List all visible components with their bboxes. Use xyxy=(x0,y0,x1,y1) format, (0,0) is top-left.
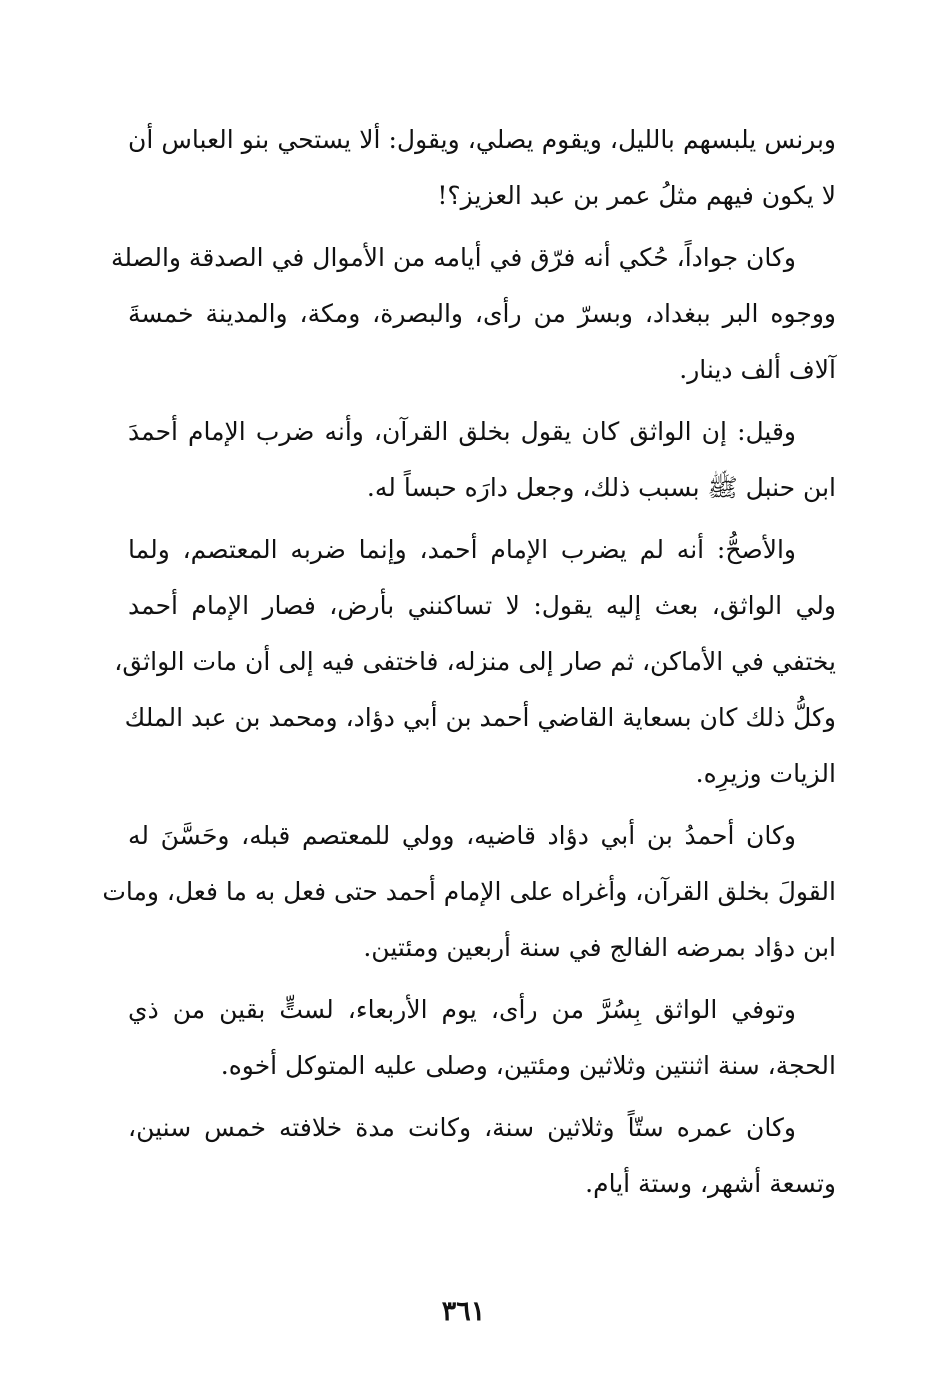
text-line: آلاف ألف دينار. xyxy=(679,355,836,384)
text-line: الزيات وزيرِه. xyxy=(695,759,836,788)
paragraph xyxy=(110,230,836,398)
text-line: وكان جواداً، حُكي أنه فرّق في أيامه من الأموال في الصدقة والصلة xyxy=(110,243,796,272)
paragraph xyxy=(114,522,836,802)
page-body xyxy=(102,112,836,1292)
text-line: يختفي في الأماكن، ثم صار إلى منزله، فاختفى فيه إلى أن مات الواثق، xyxy=(114,647,836,676)
text-line: ووجوه البر ببغداد، وبسرّ من رأى، والبصرة، ومكة، والمدينة خمسةَ xyxy=(128,299,836,328)
text-line: وبرنس يلبسهم بالليل، ويقوم يصلي، ويقول: ألا يستحي بنو العباس أن xyxy=(128,125,836,154)
paragraph xyxy=(102,808,836,976)
text-line: ابن حنبل ﷺ بسبب ذلك، وجعل دارَه حبساً له. xyxy=(366,473,836,502)
text-line: ابن دؤاد بمرضه الفالج في سنة أربعين ومئتين. xyxy=(363,933,836,962)
text-line: وكان عمره ستّاً وثلاثين سنة، وكانت مدة خلافته خمس سنين، xyxy=(128,1113,796,1142)
text-line: ولي الواثق، بعث إليه يقول: لا تساكنني بأرض، فصار الإمام أحمد xyxy=(128,591,836,620)
text-line: القولَ بخلق القرآن، وأغراه على الإمام أحمد حتى فعل به ما فعل، ومات xyxy=(102,877,836,906)
text-line: لا يكون فيهم مثلُ عمر بن عبد العزيز؟! xyxy=(437,181,836,210)
text-line: وتسعة أشهر، وستة أيام. xyxy=(585,1169,836,1198)
text-line: وكان أحمدُ بن أبي دؤاد قاضيه، وولي للمعتصم قبله، وحَسَّنَ له xyxy=(128,821,796,850)
text-line: وتوفي الواثق بِسُرَّ من رأى، يوم الأربعاء، لستٍّ بقين من ذي xyxy=(128,995,796,1024)
text-line: وقيل: إن الواثق كان يقول بخلق القرآن، وأنه ضرب الإمام أحمدَ xyxy=(128,417,796,446)
text-line: الحجة، سنة اثنتين وثلاثين ومئتين، وصلى عليه المتوكل أخوه. xyxy=(220,1051,836,1080)
paragraph xyxy=(128,112,836,224)
text-line: والأصحُّ: أنه لم يضرب الإمام أحمد، وإنما ضربه المعتصم، ولما xyxy=(128,535,796,564)
paragraph xyxy=(128,982,836,1094)
text-line: وكلُّ ذلك كان بسعاية القاضي أحمد بن أبي دؤاد، ومحمد بن عبد الملك xyxy=(124,703,836,732)
page-number: ٣٦١ xyxy=(441,1296,486,1327)
paragraph xyxy=(128,1100,836,1212)
paragraph xyxy=(128,404,836,516)
